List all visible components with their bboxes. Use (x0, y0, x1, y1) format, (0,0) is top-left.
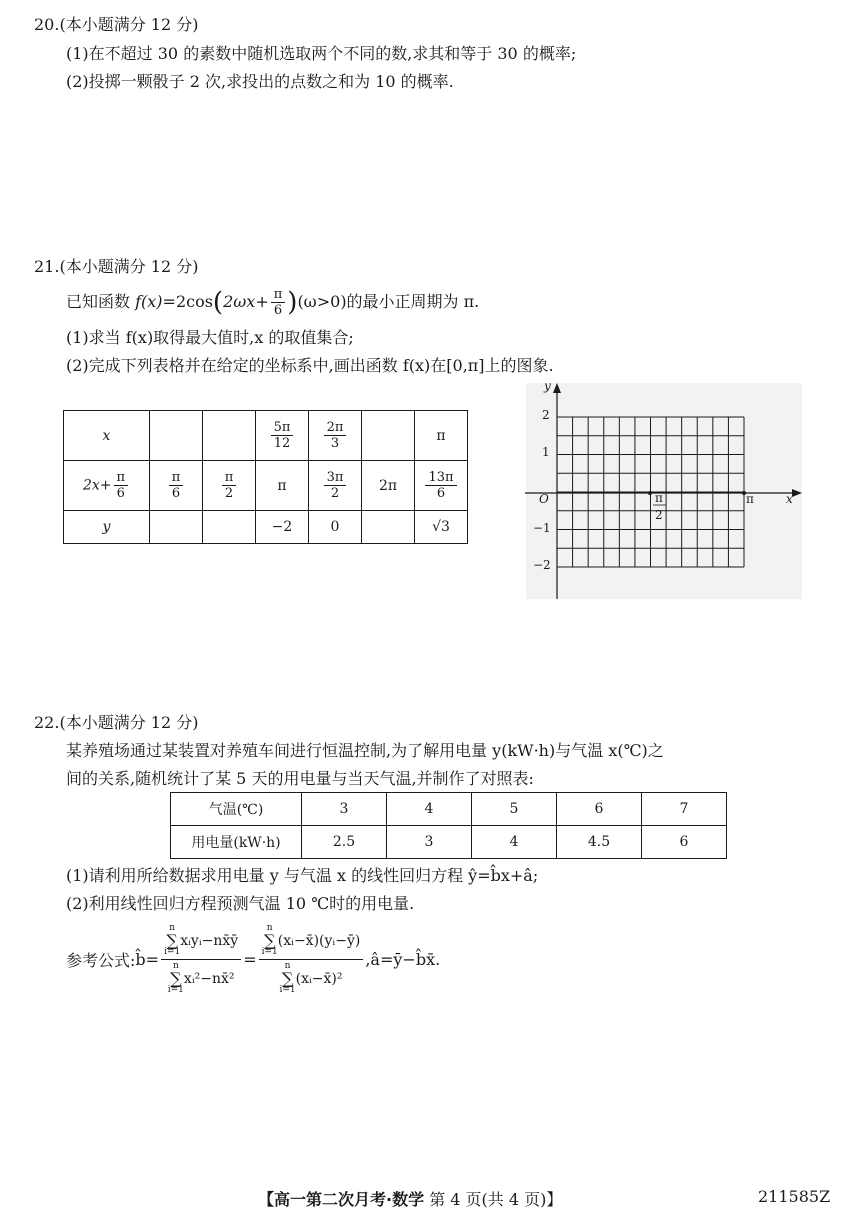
origin-label: O (539, 492, 549, 506)
table-cell (150, 411, 203, 461)
q20-part2: (2)投掷一颗骰子 2 次,求投出的点数之和为 10 的概率. (66, 72, 454, 91)
table-cell (203, 411, 256, 461)
q20-part1: (1)在不超过 30 的素数中随机选取两个不同的数,求其和等于 30 的概率; (66, 44, 577, 63)
table-cell: 气温(℃) (171, 793, 302, 826)
q21-intro: 已知函数 f(x)=2cos(2ωx+ $\frac{\pi}{6}$ )(ω>0)的最小正周期为 π. (66, 287, 480, 318)
q22-part1: (1)请利用所给数据求用电量 y 与气温 x 的线性回归方程 ŷ=b̂x+â; (66, 866, 539, 885)
q21-header: 21.(本小题满分 12 分) (34, 257, 199, 276)
table-cell: 5 (472, 793, 557, 826)
q21-part1: (1)求当 f(x)取得最大值时,x 的取值集合; (66, 328, 354, 347)
table-cell (203, 511, 256, 544)
table-cell: 2π (362, 461, 415, 511)
q22-intro-2: 间的关系,随机统计了某 5 天的用电量与当天气温,并制作了对照表: (66, 769, 534, 788)
y-tick-2: 2 (542, 408, 550, 422)
y-axis-label: y (544, 379, 551, 393)
table-cell: 3 (302, 793, 387, 826)
q21-part2: (2)完成下列表格并在给定的坐标系中,画出函数 f(x)在[0,π]上的图象. (66, 356, 554, 375)
table-cell: 7 (642, 793, 727, 826)
paper-code: 211585Z (758, 1187, 831, 1206)
table-cell (362, 411, 415, 461)
table-cell: $\frac{5\pi}{12}$ (256, 411, 309, 461)
table-row (64, 511, 468, 544)
table-cell: $\frac{\pi}{6}$ (150, 461, 203, 511)
table-cell: 4.5 (557, 826, 642, 859)
table-cell (362, 511, 415, 544)
q22-reference-formula: 参考公式: b̂= n ∑ i=1 xᵢyᵢ−nx̄ȳ n ∑ i=1 xᵢ²−nx̄² = n ∑ i=1 (xᵢ−x̄)(yᵢ−ȳ) n ∑ i=1 (xᵢ−x̄)² ,â=ȳ−b̂x̄. (66, 923, 441, 995)
table-cell (150, 511, 203, 544)
table-cell: y (64, 511, 150, 544)
table-cell: 6 (642, 826, 727, 859)
table-cell: $\frac{13\pi}{6}$ (415, 461, 468, 511)
table-cell: 用电量(kW·h) (171, 826, 302, 859)
table-cell: $\frac{3\pi}{2}$ (309, 461, 362, 511)
table-cell: 6 (557, 793, 642, 826)
table-row (64, 411, 468, 461)
table-cell: x (64, 411, 150, 461)
y-tick-1: 1 (542, 445, 550, 459)
table-cell: π (415, 411, 468, 461)
table-cell: $\frac{2\pi}{3}$ (309, 411, 362, 461)
table-cell: 0 (309, 511, 362, 544)
x-axis-label: x (786, 492, 793, 506)
q22-data-table (170, 792, 727, 859)
x-tick-pi-half-den: 2 (655, 508, 663, 522)
table-cell: π (256, 461, 309, 511)
table-row (171, 826, 727, 859)
table-cell: 2.5 (302, 826, 387, 859)
q22-part2: (2)利用线性回归方程预测气温 10 ℃时的用电量. (66, 894, 415, 913)
table-cell: −2 (256, 511, 309, 544)
table-cell: 3 (387, 826, 472, 859)
x-tick-pi: π (746, 492, 754, 506)
table-cell: 2x+ $\frac{\pi}{6}$ (64, 461, 150, 511)
table-row (171, 793, 727, 826)
q20-header: 20.(本小题满分 12 分) (34, 15, 199, 34)
q22-intro-1: 某养殖场通过某装置对养殖车间进行恒温控制,为了解用电量 y(kW·h)与气温 x(℃)之 (66, 741, 664, 760)
y-tick-neg2: −2 (533, 558, 551, 572)
table-cell: 4 (472, 826, 557, 859)
table-cell: √3 (415, 511, 468, 544)
q21-coordinate-grid (520, 375, 810, 603)
point-pi-half (648, 491, 652, 495)
table-row (64, 461, 468, 511)
page-footer: 【高一第二次月考·数学 第 4 页(共 4 页)】 (258, 1190, 563, 1209)
x-tick-pi-half-num: π (655, 491, 663, 505)
y-tick-neg1: −1 (533, 521, 551, 535)
table-cell: 4 (387, 793, 472, 826)
q21-value-table (63, 410, 468, 544)
table-cell: $\frac{\pi}{2}$ (203, 461, 256, 511)
q22-header: 22.(本小题满分 12 分) (34, 713, 199, 732)
